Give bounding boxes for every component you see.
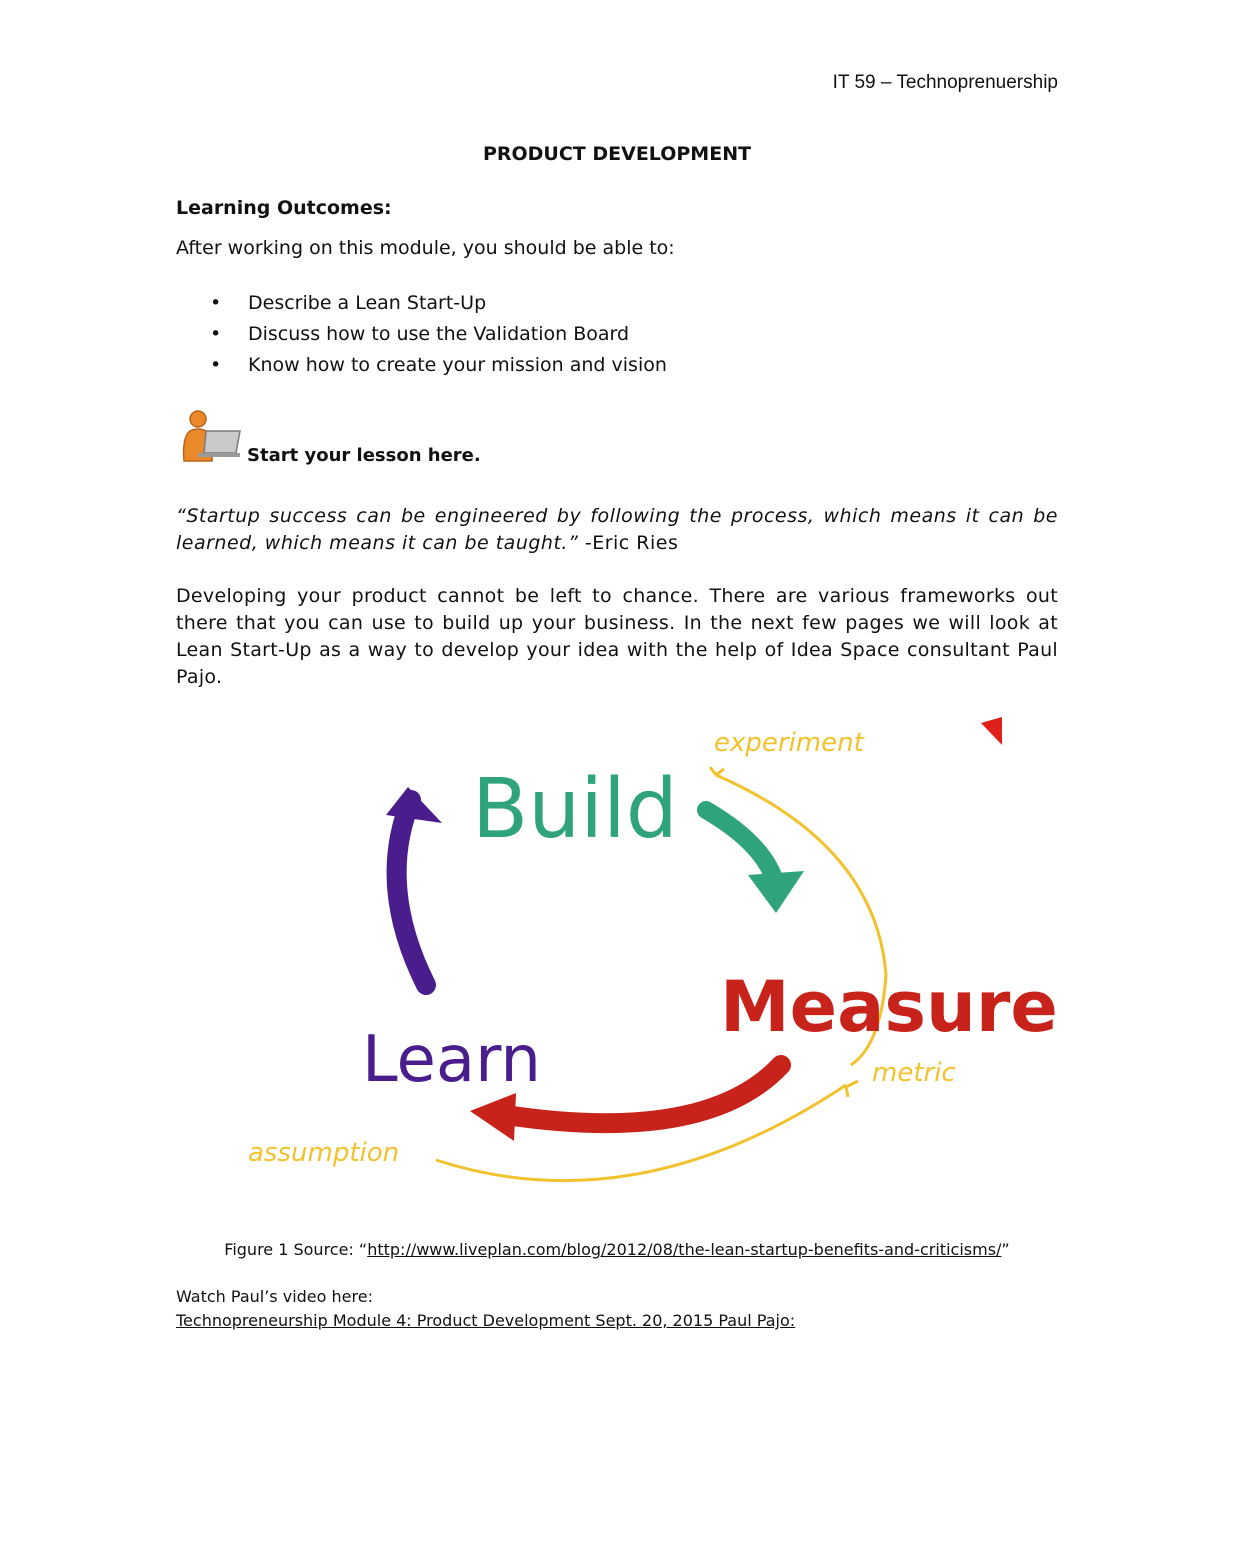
- list-item: • Discuss how to use the Validation Board: [200, 321, 667, 352]
- page-title: PRODUCT DEVELOPMENT: [482, 143, 752, 165]
- page-header-course: IT 59 – Technoprenuership: [832, 72, 1058, 93]
- quote: [176, 503, 1058, 557]
- learning-outcomes-list: [200, 290, 667, 383]
- learning-outcomes-intro: After working on this module, you should be able to:: [176, 237, 675, 259]
- start-lesson-label: Start your lesson here.: [247, 445, 481, 466]
- caption-suffix: ”: [1001, 1240, 1010, 1259]
- video-intro: Watch Paul’s video here:: [176, 1287, 373, 1306]
- student-laptop-icon: [178, 409, 244, 467]
- learning-outcomes-heading: Learning Outcomes:: [176, 197, 392, 219]
- video-link[interactable]: Technopreneurship Module 4: Product Development Sept. 20, 2015 Paul Pajo:: [176, 1311, 796, 1330]
- caption-prefix: Figure 1 Source: “: [224, 1240, 368, 1259]
- assumption-label: assumption: [248, 1138, 400, 1168]
- metric-label: metric: [872, 1058, 956, 1088]
- list-item: • Know how to create your mission and vision: [200, 352, 667, 383]
- quote-author: -Eric Ries: [578, 532, 679, 554]
- list-item: • Describe a Lean Start-Up: [200, 290, 667, 321]
- body-paragraph: Developing your product cannot be left to chance. There are various frameworks out there that you can use to build up your business. In the next few pages we will look at Lean Start-Up as a way to develop your idea with the help of Idea Space consultant Paul Pajo.: [176, 585, 1058, 688]
- source-link[interactable]: http://www.liveplan.com/blog/2012/08/the-lean-startup-benefits-and-criticisms/: [367, 1240, 1002, 1259]
- measure-label: Measure: [720, 966, 1058, 1048]
- figure-caption: [0, 1240, 1234, 1259]
- learn-label: Learn: [362, 1023, 541, 1097]
- quote-text: “Startup success can be engineered by following the process, which means it can be learned, which means it can be taught.”: [176, 505, 1058, 554]
- build-label: Build: [472, 762, 678, 857]
- lean-startup-cycle-figure: [236, 715, 1058, 1211]
- experiment-label: experiment: [714, 728, 864, 758]
